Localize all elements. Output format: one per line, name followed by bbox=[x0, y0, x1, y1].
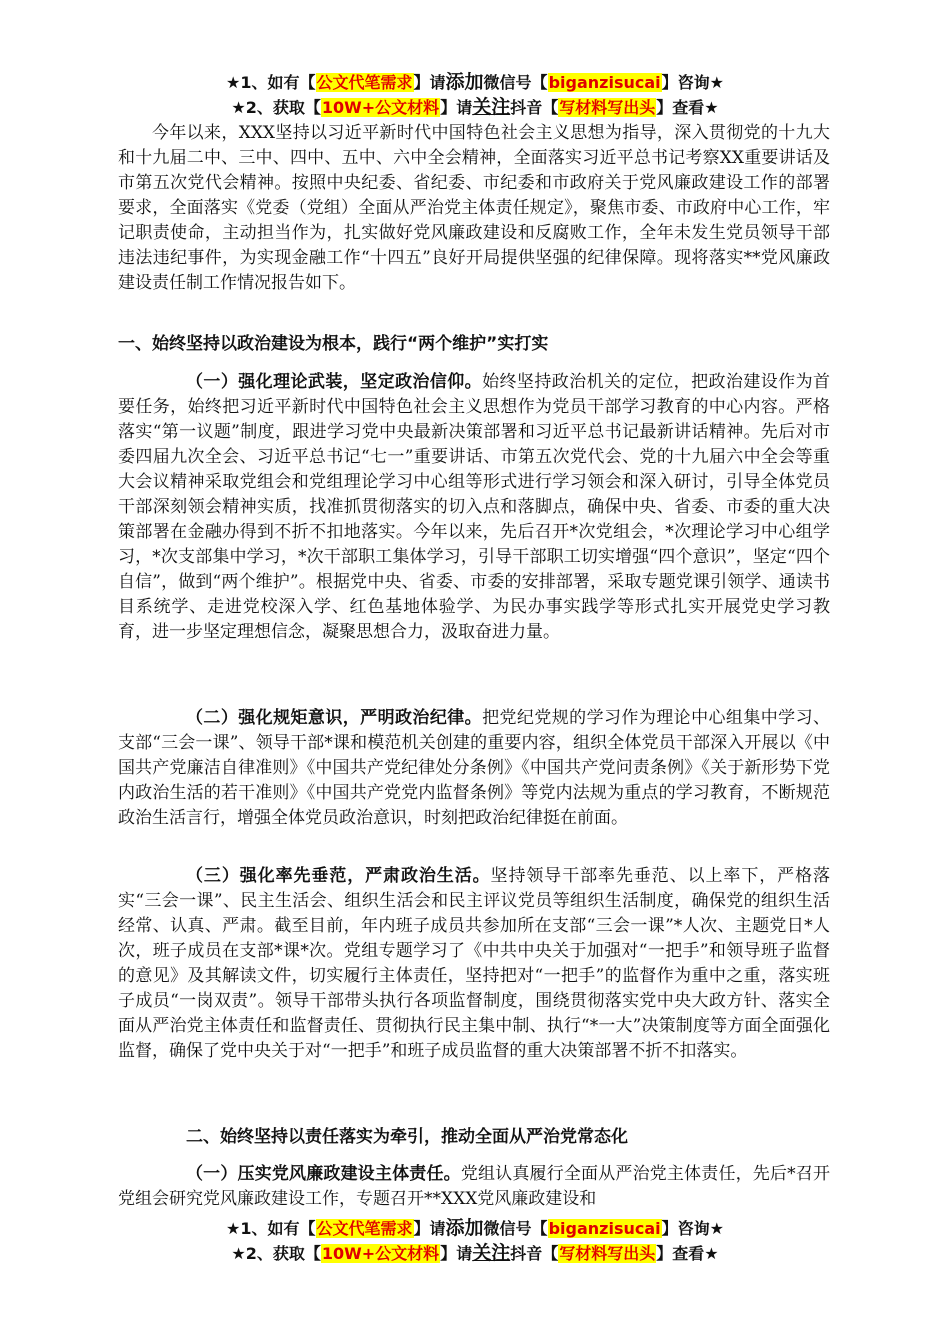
paragraph-text: 始终坚持政治机关的定位，把政治建设作为首要任务，始终把习近平新时代中国特色社会主义思想作为党员干部学习教育的中心内容。严格落实“第一议题”制度，跟进学习党中央最新决策部署和习近平总书记最新讲话精神。先后对市委四届九次全会、习近平总书记“七一”重要讲话、市第五次党代会、党的十九届六中全会等重大会议精神采取党组会和党组理论学习中心组等形式进行学习领会和深入研讨，引导全体党员干部深刻领会精神实质，找准抓贯彻落实的切入点和落脚点，确保中央、省委、市委的重大决策部署在金融办得到不折不扣地落实。今年以来，先后召开*次党组会，*次理论学习中心组学习，*次支部集中学习，*次干部职工集体学习，引导干部职工切实增强“四个意识”，坚定“四个自信”，做到“两个维护”。根据党中央、省委、市委的安排部署，采取专题党课引领学、通读书目系统学、走进党校深入学、红色基地体验学、为民办事实践学等形式扎实开展党史学习教育，进一步坚定理想信念，凝聚思想合力，汲取奋进力量。 bbox=[118, 372, 831, 642]
banner-line-1-bottom bbox=[0, 1216, 950, 1241]
banner-text: 抖音【 bbox=[510, 98, 559, 117]
banner-text: 】请 bbox=[413, 1219, 446, 1238]
banner-line-2-bottom bbox=[0, 1241, 950, 1266]
highlight-wechat-id: biganzisucai bbox=[548, 1219, 661, 1238]
section-2-paragraph-1 bbox=[118, 1162, 830, 1212]
paragraph-text: 把党纪党规的学习作为理论中心组集中学习、支部“三会一课”、领导干部*课和模范机关创建的重要内容，组织全体党员干部深入开展以《中国共产党廉洁自律准则》《中国共产党纪律处分条例》《中国共产党问责条例》《关于新形势下党内政治生活的若干准则》《中国共产党党内监督条例》等党内法规为重点的学习教育，不断规范政治生活言行，增强全体党员政治意识，时刻把政治纪律挺在前面。 bbox=[118, 708, 831, 828]
highlight-douyin-id: 写材料写出头 bbox=[559, 98, 656, 117]
section-2-heading: 二、始终坚持以责任落实为牵引，推动全面从严治党常态化 bbox=[186, 1127, 628, 1147]
intro-text: 今年以来，XXX坚持以习近平新时代中国特色社会主义思想为指导，深入贯彻党的十九大和十九届二中、三中、四中、五中、六中全会精神，全面落实习近平总书记考察XX重要讲话及市第五次党代会精神。按照中央纪委、省纪委、市纪委和市政府关于党风廉政建设工作的部署要求，全面落实《党委（党组）全面从严治党主体责任规定》，聚焦市委、市政府中心工作，牢记职责使命，主动担当作为，扎实做好党风廉政建设和反腐败工作，全年未发生党员领导干部违法违纪事件，为实现金融工作“十四五”良好开局提供坚强的纪律保障。现将落实**党风廉政建设责任制工作情况报告如下。 bbox=[118, 123, 830, 293]
banner-line-1-top bbox=[0, 70, 950, 95]
intro-paragraph bbox=[118, 121, 830, 296]
banner-text: 】咨询★ bbox=[661, 1219, 724, 1238]
banner-text: 】查看★ bbox=[656, 98, 719, 117]
banner-text: ★1、如有【 bbox=[226, 1219, 316, 1238]
banner-text: 微信号【 bbox=[483, 73, 548, 92]
banner-text: 抖音【 bbox=[510, 1244, 559, 1263]
section-1-paragraph-2 bbox=[118, 706, 830, 831]
highlight-service: 公文代笔需求 bbox=[316, 1219, 413, 1238]
paragraph-text: 党组认真履行全面从严治党主体责任，先后*召开党组会研究党风廉政建设工作，专题召开**XXX党风廉政建设和 bbox=[118, 1164, 830, 1209]
subheading: （一）强化理论武装，坚定政治信仰。 bbox=[186, 372, 483, 392]
banner-text: ★1、如有【 bbox=[226, 73, 316, 92]
section-1-heading: 一、始终坚持以政治建设为根本，践行“两个维护”实打实 bbox=[118, 334, 549, 354]
subheading: （二）强化规矩意识，严明政治纪律。 bbox=[186, 708, 483, 728]
banner-text: 】请 bbox=[413, 73, 446, 92]
emphasis-text: 添加 bbox=[445, 71, 484, 93]
subheading: （一）压实党风廉政建设主体责任。 bbox=[186, 1164, 461, 1184]
highlight-materials: 10W+公文材料 bbox=[321, 1244, 440, 1263]
section-1-paragraph-3 bbox=[118, 864, 830, 1064]
highlight-douyin-id: 写材料写出头 bbox=[559, 1244, 656, 1263]
banner-text: 】查看★ bbox=[656, 1244, 719, 1263]
banner-text: 】请 bbox=[440, 98, 473, 117]
emphasis-text: 关注 bbox=[472, 96, 511, 118]
emphasis-text: 关注 bbox=[472, 1242, 511, 1264]
highlight-service: 公文代笔需求 bbox=[316, 73, 413, 92]
banner-text: 】咨询★ bbox=[661, 73, 724, 92]
paragraph-text: 坚持领导干部率先垂范、以上率下，严格落实“三会一课”、民主生活会、组织生活会和民主评议党员等组织生活制度，确保党的组织生活经常、认真、严肃。截至目前，年内班子成员共参加所在支部“三会一课”*人次、主题党日*人次，班子成员在支部*课*次。党组专题学习了《中共中央关于加强对“一把手”和领导班子监督的意见》及其解读文件，切实履行主体责任，坚持把对“一把手”的监督作为重中之重，落实班子成员“一岗双责”。领导干部带头执行各项监督制度，围绕贯彻落实党中央大政方针、落实全面从严治党主体责任和监督责任、贯彻执行民主集中制、执行“*一大”决策制度等方面全面强化监督，确保了党中央关于对“一把手”和班子成员监督的重大决策部署不折不扣落实。 bbox=[118, 866, 831, 1061]
banner-line-2-top bbox=[0, 95, 950, 120]
banner-text: 微信号【 bbox=[483, 1219, 548, 1238]
subheading: （三）强化率先垂范，严肃政治生活。 bbox=[186, 866, 491, 886]
banner-text: ★2、获取【 bbox=[231, 1244, 321, 1263]
banner-text: 】请 bbox=[440, 1244, 473, 1263]
highlight-materials: 10W+公文材料 bbox=[321, 98, 440, 117]
section-1-paragraph-1 bbox=[118, 370, 830, 645]
banner-text: ★2、获取【 bbox=[231, 98, 321, 117]
emphasis-text: 添加 bbox=[445, 1217, 484, 1239]
highlight-wechat-id: biganzisucai bbox=[548, 73, 661, 92]
